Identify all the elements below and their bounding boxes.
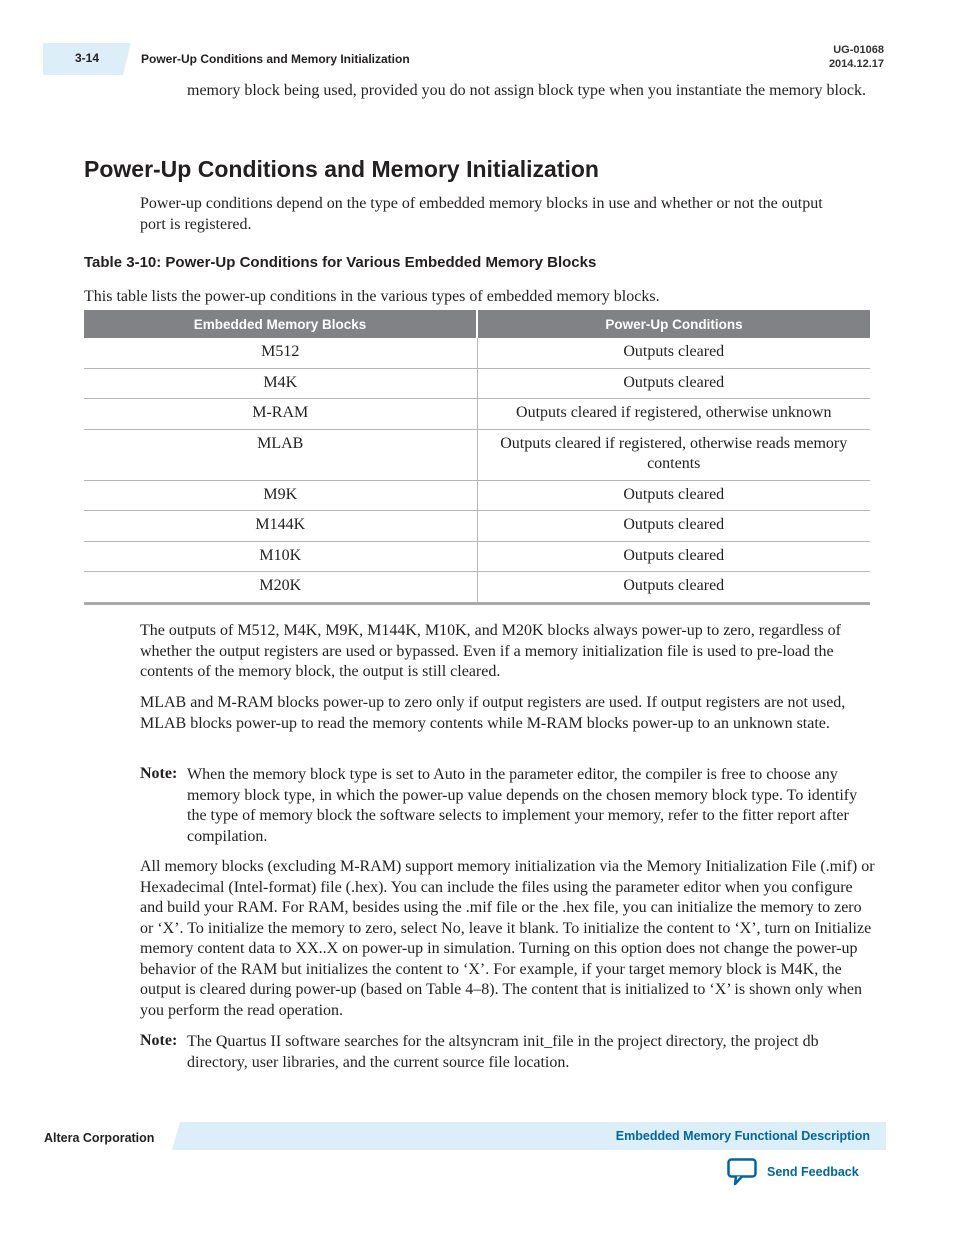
document-id <box>829 43 884 71</box>
condition-cell: Outputs cleared <box>477 338 870 368</box>
table-row <box>84 511 870 542</box>
table-row <box>84 429 870 480</box>
doc-id-number: UG-01068 <box>833 44 884 56</box>
send-feedback-link[interactable] <box>727 1158 859 1186</box>
footer-company: Altera Corporation <box>44 1131 155 1145</box>
table-row <box>84 572 870 604</box>
memory-block-cell: M20K <box>84 572 477 604</box>
table-row <box>84 368 870 399</box>
condition-cell: Outputs cleared <box>477 541 870 572</box>
paragraph-memory-initialization: All memory blocks (excluding M-RAM) support memory initialization via the Memory Initialization File (.mif) or Hexadecimal (Intel-format) file (.hex). You can include the files using the parameter editor when you configure and build your RAM. For RAM, besides using the .mif file or the .hex file, you can initialize the memory to zero or ‘X’. To initialize the memory to zero, select No, leave it blank. To initialize the content to ‘X’, turn on Initialize memory content data to XX..X on power-up in simulation. Turning on this option does not change the power-up behavior of the RAM but initializes the content to ‘X’. For example, if your target memory block is M4K, the output is cleared during power-up (based on Table 4–8). The content that is initialized to ‘X’ is shown only when you perform the read operation. <box>140 858 875 1019</box>
table-description: This table lists the power-up conditions in the various types of embedded memory blocks. <box>84 288 660 305</box>
running-title: Power-Up Conditions and Memory Initialization <box>141 52 410 66</box>
note-auto-block-type: When the memory block type is set to Auto in the parameter editor, the compiler is free to choose any memory block type, in which the power-up value depends on the chosen memory block type. To identify the type of memory block the software selects to implement your memory, refer to the fitter report after compilation. <box>187 766 858 845</box>
paragraph-mlab-mram: MLAB and M-RAM blocks power-up to zero only if output registers are used. If output registers are not used, MLAB blocks power-up to read the memory contents while M-RAM blocks power-up to an unknown state. <box>140 694 846 732</box>
condition-cell: Outputs cleared <box>477 368 870 399</box>
intro-continuation: memory block being used, provided you do not assign block type when you instantiate the memory block. <box>187 82 866 99</box>
memory-block-cell: M512 <box>84 338 477 368</box>
note-label: Note: <box>140 1032 178 1049</box>
note-label: Note: <box>140 765 178 782</box>
table-row <box>84 399 870 430</box>
condition-cell: Outputs cleared if registered, otherwise unknown <box>477 399 870 430</box>
memory-block-cell: MLAB <box>84 429 477 480</box>
condition-cell: Outputs cleared <box>477 511 870 542</box>
condition-cell: Outputs cleared <box>477 480 870 511</box>
table-row <box>84 541 870 572</box>
memory-block-cell: M4K <box>84 368 477 399</box>
memory-block-cell: M144K <box>84 511 477 542</box>
table-header-row <box>84 310 870 338</box>
speech-bubble-icon <box>727 1158 757 1186</box>
column-header-memory-blocks: Embedded Memory Blocks <box>84 310 477 338</box>
paragraph-output-clearing: The outputs of M512, M4K, M9K, M144K, M10K, and M20K blocks always power-up to zero, regardless of whether the output registers are used or bypassed. Even if a memory initialization file is used to pre-load the contents of the memory block, the output is still cleared. <box>140 622 841 680</box>
section-intro: Power-up conditions depend on the type of embedded memory blocks in use and whether or not the output port is registered. <box>140 195 823 233</box>
condition-cell: Outputs cleared <box>477 572 870 604</box>
column-header-power-up-conditions: Power-Up Conditions <box>477 310 870 338</box>
note-init-file-search: The Quartus II software searches for the altsyncram init_file in the project directory, the project db directory, user libraries, and the current source file location. <box>187 1033 819 1071</box>
doc-date: 2014.12.17 <box>828 58 884 70</box>
memory-block-cell: M9K <box>84 480 477 511</box>
condition-cell: Outputs cleared if registered, otherwise reads memory contents <box>477 429 870 480</box>
power-up-conditions-table <box>84 310 870 605</box>
table-row <box>84 338 870 368</box>
table-caption: Table 3-10: Power-Up Conditions for Various Embedded Memory Blocks <box>84 254 597 271</box>
page-number: 3-14 <box>75 51 100 65</box>
section-title: Power-Up Conditions and Memory Initialization <box>84 156 599 182</box>
table-row <box>84 480 870 511</box>
memory-block-cell: M10K <box>84 541 477 572</box>
memory-block-cell: M-RAM <box>84 399 477 430</box>
send-feedback-label[interactable]: Send Feedback <box>767 1165 859 1179</box>
footer-document-title[interactable]: Embedded Memory Functional Description <box>615 1129 870 1143</box>
